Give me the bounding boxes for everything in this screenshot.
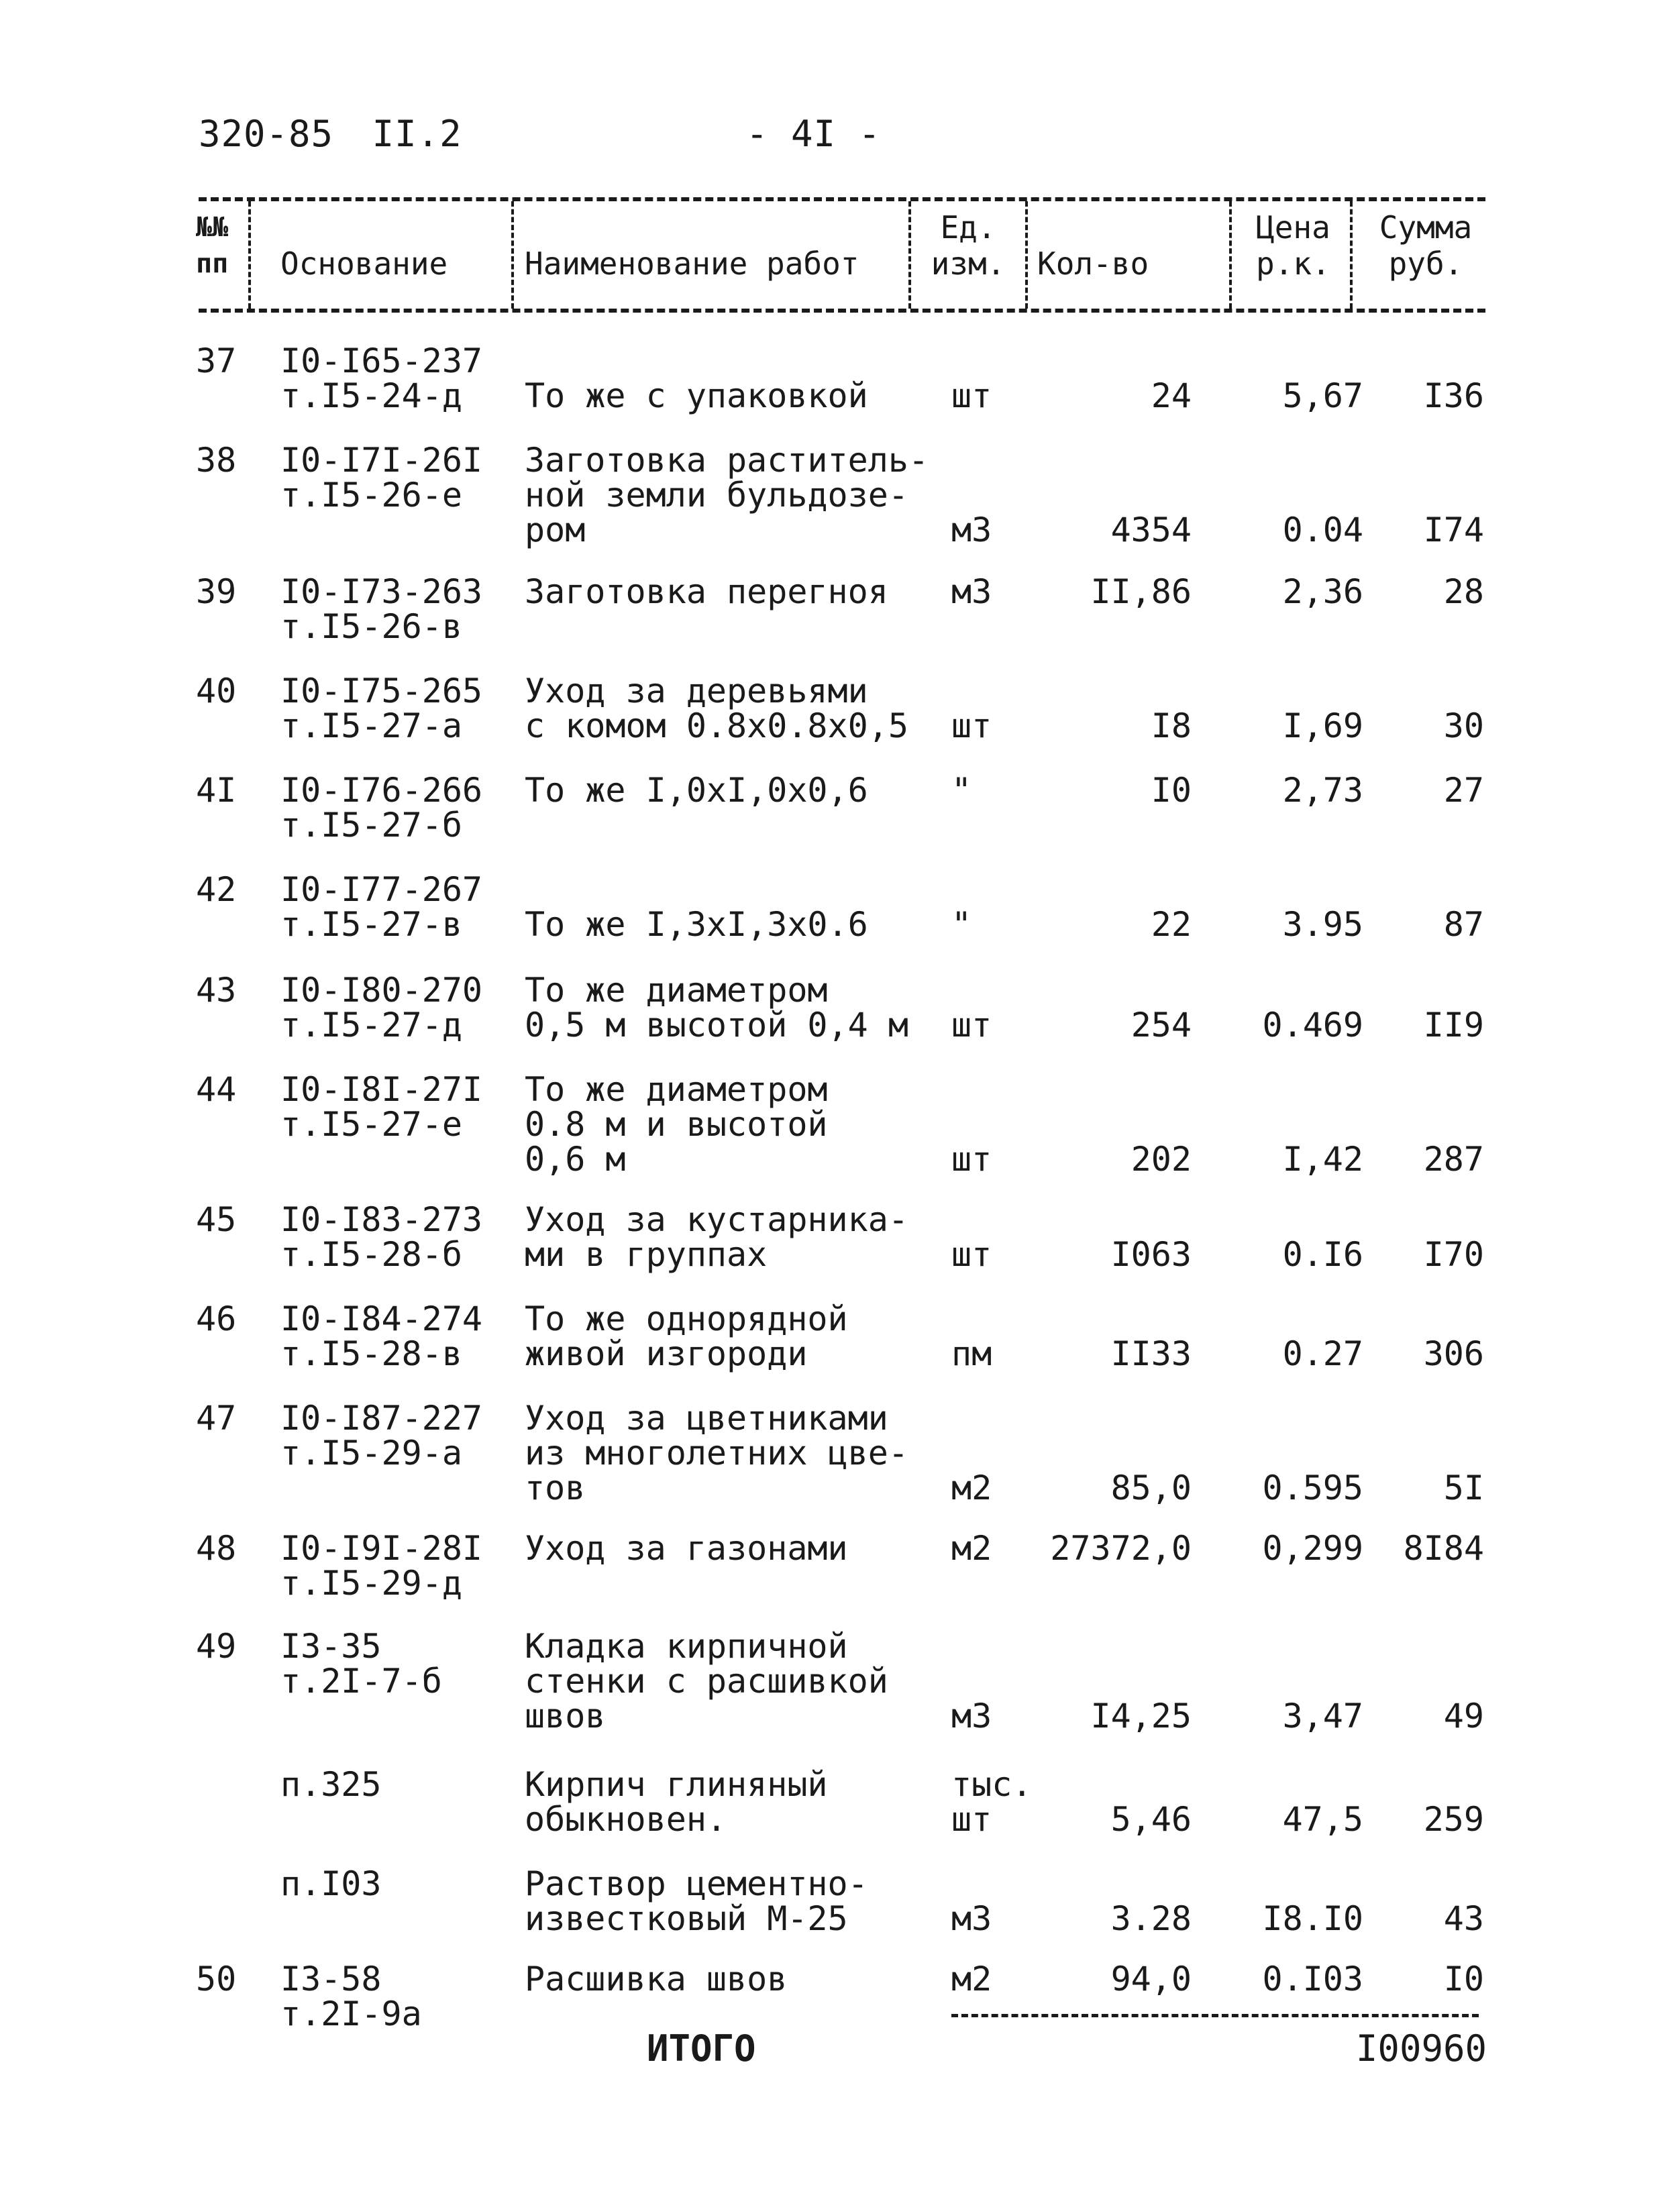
row-number: 43	[196, 971, 237, 1010]
row-name-line: ной земли бульдозе-	[525, 476, 908, 515]
row-name-line: То же I,0хI,0х0,6	[525, 771, 868, 810]
row-basis-line: т.I5-27-а	[280, 706, 462, 745]
row-name-line: ром	[525, 511, 586, 549]
row-quantity: I063	[1110, 1235, 1192, 1274]
row-quantity: 5,46	[1110, 1800, 1192, 1839]
row-name-line: То же I,3хI,3х0.6	[525, 905, 868, 944]
row-basis-line: п.I03	[280, 1864, 382, 1903]
row-name-line: Уход за кустарника-	[525, 1200, 908, 1239]
row-quantity: 27372,0	[1050, 1529, 1192, 1568]
row-name-line: обыкновен.	[525, 1800, 727, 1839]
row-unit: м2	[951, 1529, 992, 1568]
row-quantity: 85,0	[1110, 1469, 1192, 1507]
row-unit: м2	[951, 1469, 992, 1507]
row-price: 0.595	[1262, 1469, 1363, 1507]
row-name-line: 0,6 м	[525, 1140, 626, 1179]
row-number: 50	[196, 1960, 237, 1998]
doc-code	[199, 113, 462, 155]
row-name-line: Расшивка швов	[525, 1960, 788, 1998]
row-price: 0.04	[1282, 511, 1363, 549]
row-unit: м3	[951, 1899, 992, 1938]
row-basis-line: т.2I-9а	[280, 1994, 422, 2033]
row-number: 42	[196, 870, 237, 909]
row-quantity: 4354	[1110, 511, 1192, 549]
row-unit: м3	[951, 511, 992, 549]
row-name-line: живой изгороди	[525, 1334, 808, 1373]
row-basis-line: I0-I75-265	[280, 672, 483, 710]
row-sum: 43	[1443, 1899, 1484, 1938]
row-number: 46	[196, 1299, 237, 1338]
row-quantity: 202	[1131, 1140, 1192, 1179]
col-head-name: Наименование работ	[525, 246, 859, 282]
row-number: 40	[196, 672, 237, 710]
row-number: 39	[196, 572, 237, 611]
row-quantity: I8	[1151, 706, 1192, 745]
row-name-line: Кладка кирпичной	[525, 1627, 848, 1666]
row-quantity: 94,0	[1110, 1960, 1192, 1998]
row-name-line: Кирпич глиняный	[525, 1765, 828, 1804]
col-head-num: №№ пп	[196, 212, 229, 279]
row-basis-line: т.I5-27-е	[280, 1105, 462, 1144]
row-quantity: II33	[1110, 1334, 1192, 1373]
row-name-line: ми в группах	[525, 1235, 768, 1274]
row-basis-line: I0-I73-263	[280, 572, 483, 611]
row-quantity: 3.28	[1110, 1899, 1192, 1938]
row-unit: м3	[951, 1697, 992, 1736]
total-label: ИТОГО	[647, 2027, 756, 2070]
row-unit: пм	[951, 1334, 992, 1373]
row-basis-line: т.I5-29-д	[280, 1564, 462, 1603]
row-price: 2,73	[1282, 771, 1363, 810]
row-basis-line: т.I5-27-д	[280, 1006, 462, 1045]
row-name-line: То же с упаковкой	[525, 376, 868, 415]
row-basis-line: I0-I7I-26I	[280, 441, 483, 480]
row-price: I8.I0	[1262, 1899, 1363, 1938]
row-unit: шт	[951, 376, 992, 415]
row-number: 44	[196, 1070, 237, 1109]
row-number: 45	[196, 1200, 237, 1239]
row-number: 38	[196, 441, 237, 480]
row-number: 49	[196, 1627, 237, 1666]
row-unit: "	[951, 771, 972, 810]
total-rule	[951, 2014, 1479, 2017]
row-basis-line: I0-I84-274	[280, 1299, 483, 1338]
col-separator	[1229, 201, 1232, 309]
row-basis-line: т.I5-24-д	[280, 376, 462, 415]
col-separator	[908, 201, 911, 309]
row-unit: "	[951, 905, 972, 944]
col-separator	[1350, 201, 1353, 309]
row-name-line: Уход за газонами	[525, 1529, 848, 1568]
row-sum: 87	[1443, 905, 1484, 944]
row-number: 37	[196, 341, 237, 380]
row-name-line: из многолетних цве-	[525, 1434, 908, 1473]
row-price: 0.I6	[1282, 1235, 1363, 1274]
row-name-line: Раствор цементно-	[525, 1864, 868, 1903]
row-unit: тыс. шт	[951, 1765, 1033, 1839]
col-head-basis: Основание	[280, 246, 448, 282]
row-name-line: тов	[525, 1469, 586, 1507]
row-sum: 49	[1443, 1697, 1484, 1736]
row-name-line: Заготовка раститель-	[525, 441, 929, 480]
row-quantity: II,86	[1090, 572, 1192, 611]
row-number: 4I	[196, 771, 237, 810]
row-basis-line: т.I5-28-в	[280, 1334, 462, 1373]
row-basis-line: I0-I77-267	[280, 870, 483, 909]
row-sum: I36	[1423, 376, 1484, 415]
col-head-unit: Ед. изм.	[931, 209, 1006, 282]
col-separator	[511, 201, 514, 309]
row-name-line: Уход за деревьями	[525, 672, 868, 710]
row-quantity: I4,25	[1090, 1697, 1192, 1736]
row-price: 0.27	[1282, 1334, 1363, 1373]
row-sum: 28	[1443, 572, 1484, 611]
row-sum: I0	[1443, 1960, 1484, 1998]
total-value: I00960	[1355, 2027, 1487, 2070]
row-price: 2,36	[1282, 572, 1363, 611]
row-unit: м3	[951, 572, 992, 611]
row-sum: II9	[1423, 1006, 1484, 1045]
row-name-line: известковый М-25	[525, 1899, 848, 1938]
row-number: 48	[196, 1529, 237, 1568]
row-basis-line: т.I5-26-в	[280, 607, 462, 646]
row-basis-line: т.I5-29-а	[280, 1434, 462, 1473]
row-price: 3.95	[1282, 905, 1363, 944]
header-top-rule	[199, 197, 1485, 201]
col-head-price: Цена р.к.	[1256, 209, 1330, 282]
col-head-sum: Сумма руб.	[1379, 209, 1473, 282]
doc-section: II.2	[372, 113, 462, 155]
row-basis-line: I0-I65-237	[280, 341, 483, 380]
row-basis-line: п.325	[280, 1765, 382, 1804]
row-basis-line: I0-I9I-28I	[280, 1529, 483, 1568]
row-name-line: То же диаметром	[525, 1070, 828, 1109]
row-basis-line: I0-I8I-27I	[280, 1070, 483, 1109]
row-price: I,69	[1282, 706, 1363, 745]
row-basis-line: т.I5-26-е	[280, 476, 462, 515]
row-quantity: 254	[1131, 1006, 1192, 1045]
row-basis-line: I3-35	[280, 1627, 382, 1666]
row-sum: 27	[1443, 771, 1484, 810]
row-name-line: Заготовка перегноя	[525, 572, 888, 611]
row-sum: I70	[1423, 1235, 1484, 1274]
row-unit: шт	[951, 1006, 992, 1045]
row-basis-line: т.I5-28-б	[280, 1235, 462, 1274]
row-unit: шт	[951, 706, 992, 745]
row-basis-line: I0-I87-227	[280, 1399, 483, 1438]
row-sum: 259	[1423, 1800, 1484, 1839]
page-number: - 4I -	[746, 113, 882, 155]
row-sum: 5I	[1443, 1469, 1484, 1507]
row-sum: 287	[1423, 1140, 1484, 1179]
header-bottom-rule	[199, 309, 1485, 313]
row-unit: шт	[951, 1140, 992, 1179]
doc-code-number: 320-85	[199, 113, 334, 155]
row-price: 0.I03	[1262, 1960, 1363, 1998]
row-price: 47,5	[1282, 1800, 1363, 1839]
row-quantity: 22	[1151, 905, 1192, 944]
row-sum: 8I84	[1403, 1529, 1484, 1568]
row-price: 3,47	[1282, 1697, 1363, 1736]
row-basis-line: I0-I83-273	[280, 1200, 483, 1239]
col-separator	[1025, 201, 1028, 309]
row-name-line: стенки с расшивкой	[525, 1662, 888, 1701]
row-name-line: 0.8 м и высотой	[525, 1105, 828, 1144]
row-quantity: 24	[1151, 376, 1192, 415]
row-name-line: с комом 0.8х0.8х0,5	[525, 706, 908, 745]
row-unit: шт	[951, 1235, 992, 1274]
row-name-line: То же однорядной	[525, 1299, 848, 1338]
row-sum: 30	[1443, 706, 1484, 745]
row-name-line: швов	[525, 1697, 606, 1736]
row-name-line: 0,5 м высотой 0,4 м	[525, 1006, 908, 1045]
row-price: I,42	[1282, 1140, 1363, 1179]
row-price: 0,299	[1262, 1529, 1363, 1568]
row-name-line: Уход за цветниками	[525, 1399, 888, 1438]
row-sum: 306	[1423, 1334, 1484, 1373]
row-basis-line: т.I5-27-б	[280, 806, 462, 845]
row-basis-line: I0-I80-270	[280, 971, 483, 1010]
row-basis-line: т.I5-27-в	[280, 905, 462, 944]
row-sum: I74	[1423, 511, 1484, 549]
col-head-qty: Кол-во	[1037, 246, 1149, 282]
col-separator	[248, 201, 251, 309]
row-quantity: I0	[1151, 771, 1192, 810]
row-unit: м2	[951, 1960, 992, 1998]
row-basis-line: I0-I76-266	[280, 771, 483, 810]
row-number: 47	[196, 1399, 237, 1438]
row-price: 0.469	[1262, 1006, 1363, 1045]
row-price: 5,67	[1282, 376, 1363, 415]
row-name-line: То же диаметром	[525, 971, 828, 1010]
row-basis-line: I3-58	[280, 1960, 382, 1998]
row-basis-line: т.2I-7-б	[280, 1662, 442, 1701]
